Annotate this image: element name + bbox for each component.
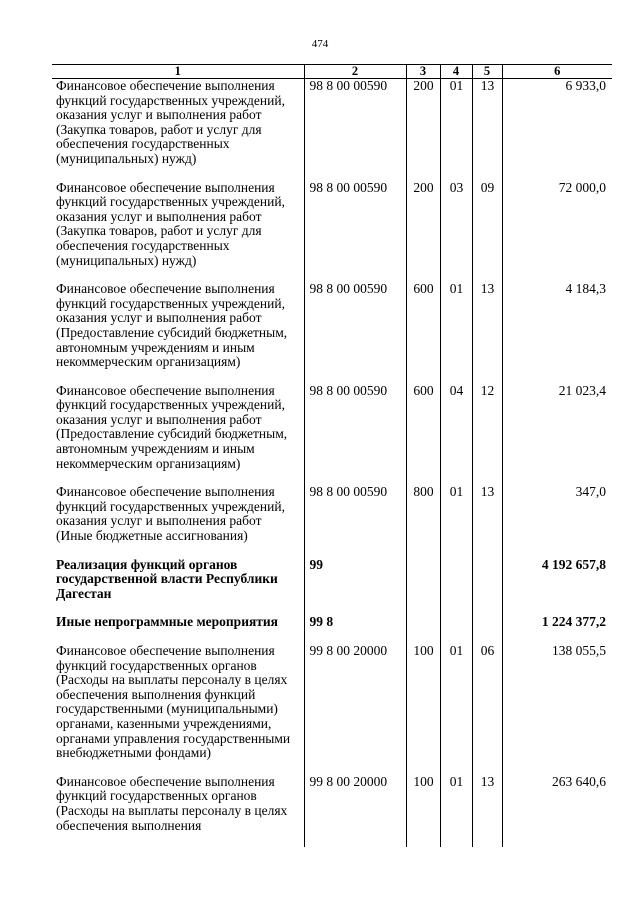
table-row [52, 384, 612, 486]
row-expense-type: 800 [406, 485, 440, 557]
row-subsection: 12 [472, 384, 502, 486]
row-section [440, 615, 472, 644]
row-target-article: 98 8 00 00590 [304, 79, 406, 181]
row-target-article: 99 8 [304, 615, 406, 644]
row-subsection: 09 [472, 181, 502, 283]
row-target-article: 99 8 00 20000 [304, 644, 406, 775]
row-name: Финансовое обеспечение выполнения функций государственных органов (Расходы на выплаты персоналу в целях обеспечения выполнения [56, 773, 288, 833]
row-name: Финансовое обеспечение выполнения функций государственных учреждений, оказания услуг и выполнения работ (Предоставление субсидий бюджетным, автономным учреждениям и иным некоммерческим организациям) [56, 382, 288, 471]
row-section: 03 [440, 181, 472, 283]
table-row [52, 558, 612, 616]
column-header: 4 [440, 65, 472, 79]
row-target-article: 99 [304, 558, 406, 616]
row-expense-type: 200 [406, 79, 440, 181]
row-name: Финансовое обеспечение выполнения функций государственных учреждений, оказания услуг и выполнения работ (Иные бюджетные ассигнования) [56, 484, 285, 544]
row-name: Реализация функций органов государственной власти Республики Дагестан [56, 556, 278, 601]
row-expense-type [406, 615, 440, 644]
row-subsection [472, 558, 502, 616]
row-subsection: 06 [472, 644, 502, 775]
row-name: Иные непрограммные мероприятия [56, 614, 278, 630]
table-row [52, 644, 612, 775]
row-subsection: 13 [472, 485, 502, 557]
row-amount: 21 023,4 [502, 384, 612, 486]
row-subsection: 13 [472, 775, 502, 847]
row-target-article: 98 8 00 00590 [304, 282, 406, 384]
page-number: 474 [311, 38, 329, 50]
row-expense-type: 100 [406, 775, 440, 847]
row-section [440, 558, 472, 616]
row-expense-type: 200 [406, 181, 440, 283]
row-expense-type: 100 [406, 644, 440, 775]
row-amount: 4 184,3 [502, 282, 612, 384]
row-subsection: 13 [472, 282, 502, 384]
column-header: 2 [304, 65, 406, 79]
row-expense-type: 600 [406, 282, 440, 384]
row-target-article: 98 8 00 00590 [304, 485, 406, 557]
row-amount: 138 055,5 [502, 644, 612, 775]
column-header: 1 [52, 65, 304, 79]
row-target-article: 98 8 00 00590 [304, 181, 406, 283]
row-section: 01 [440, 644, 472, 775]
row-section: 01 [440, 282, 472, 384]
table-row [52, 615, 612, 644]
row-target-article: 98 8 00 00590 [304, 384, 406, 486]
row-subsection: 13 [472, 79, 502, 181]
row-amount: 263 640,6 [502, 775, 612, 847]
row-amount: 347,0 [502, 485, 612, 557]
row-amount: 6 933,0 [502, 79, 612, 181]
row-target-article: 99 8 00 20000 [304, 775, 406, 847]
row-amount: 4 192 657,8 [502, 558, 612, 616]
row-expense-type: 600 [406, 384, 440, 486]
row-section: 01 [440, 79, 472, 181]
row-subsection [472, 615, 502, 644]
table-row [52, 485, 612, 557]
table-row [52, 181, 612, 283]
column-header: 6 [502, 65, 612, 79]
row-amount: 1 224 377,2 [502, 615, 612, 644]
table-row [52, 775, 612, 847]
table-header-row [52, 65, 612, 79]
row-name: Финансовое обеспечение выполнения функций государственных учреждений, оказания услуг и выполнения работ (Предоставление субсидий бюджетным, автономным учреждениям и иным некоммерческим организациям) [56, 281, 288, 370]
table-row [52, 79, 612, 181]
row-name: Финансовое обеспечение выполнения функций государственных учреждений, оказания услуг и выполнения работ (Закупка товаров, работ и услуг для обеспечения государственных (муниципальных) нужд) [56, 78, 285, 166]
row-section: 04 [440, 384, 472, 486]
table-row [52, 282, 612, 384]
row-amount: 72 000,0 [502, 181, 612, 283]
row-section: 01 [440, 775, 472, 847]
row-section: 01 [440, 485, 472, 557]
column-header: 3 [406, 65, 440, 79]
budget-table [52, 64, 612, 847]
row-expense-type [406, 558, 440, 616]
column-header: 5 [472, 65, 502, 79]
row-name: Финансовое обеспечение выполнения функций государственных учреждений, оказания услуг и выполнения работ (Закупка товаров, работ и услуг для обеспечения государственных (муниципальных) нужд) [56, 179, 285, 268]
row-name: Финансовое обеспечение выполнения функций государственных органов (Расходы на выплаты персоналу в целях обеспечения выполнения функций государственными (муниципальными) органами, казенными учреждениями, органами управления государственными внебюджетными фондами) [56, 643, 291, 761]
